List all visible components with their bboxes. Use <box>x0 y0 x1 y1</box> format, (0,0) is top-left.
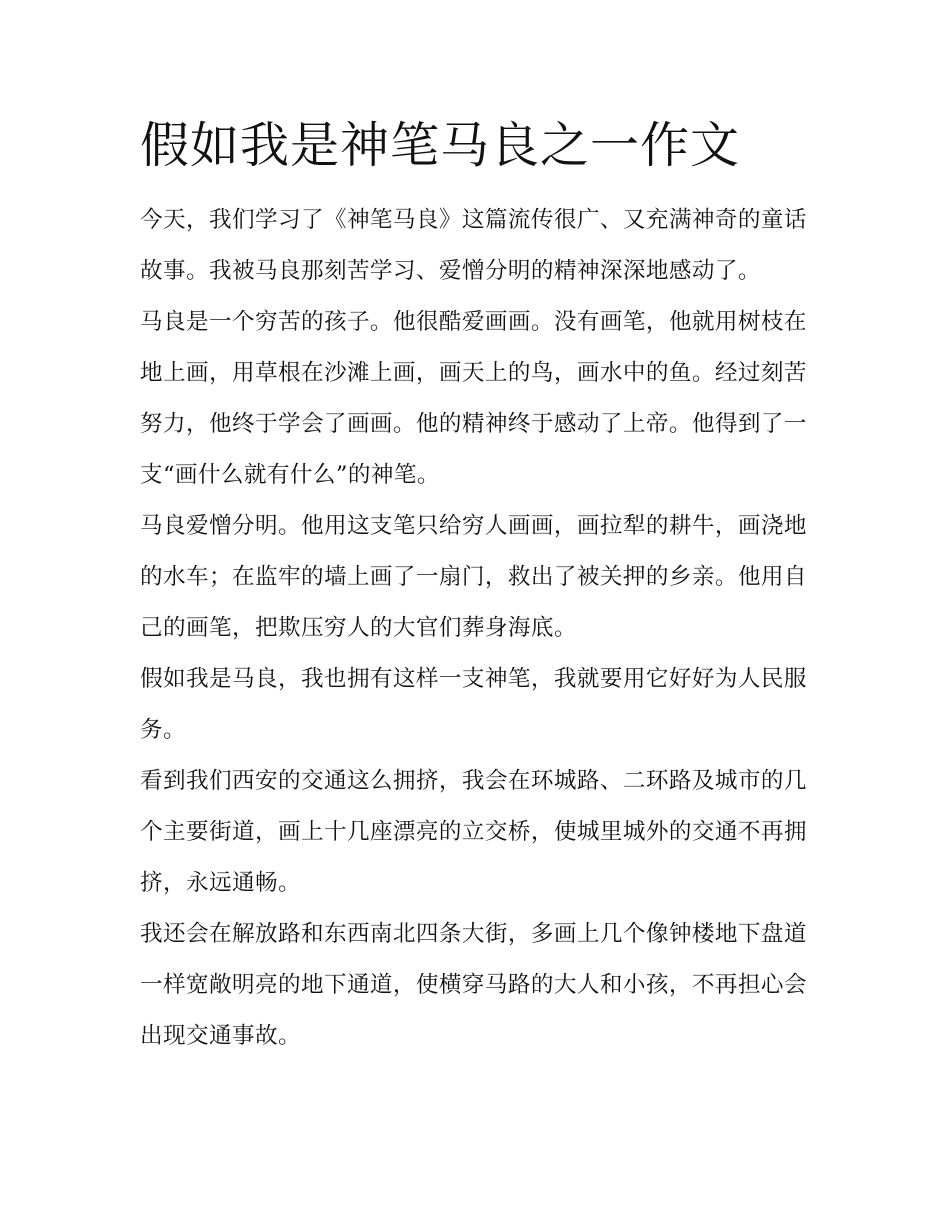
paragraph-2: 马良是一个穷苦的孩子。他很酷爱画画。没有画笔，他就用树枝在地上画，用草根在沙滩上画，画天上的鸟，画水中的鱼。经过刻苦努力，他终于学会了画画。他的精神终于感动了上帝。他得到了一支“画什么就有什么”的神笔。 <box>140 309 807 488</box>
paragraph-1: 今天，我们学习了《神笔马良》这篇流传很广、又充满神奇的童话故事。我被马良那刻苦学习、爱憎分明的精神深深地感动了。 <box>140 207 807 284</box>
paragraph-4: 假如我是马良，我也拥有这样一支神笔，我就要用它好好为人民服务。 <box>140 666 807 743</box>
paragraph-6: 我还会在解放路和东西南北四条大街，多画上几个像钟楼地下盘道一样宽敞明亮的地下通道，使横穿马路的大人和小孩，不再担心会出现交通事故。 <box>140 921 807 1049</box>
paragraph-5: 看到我们西安的交通这么拥挤，我会在环城路、二环路及城市的几个主要街道，画上十几座漂亮的立交桥，使城里城外的交通不再拥挤，永远通畅。 <box>140 768 807 896</box>
document-page <box>140 112 812 1062</box>
paragraph-3: 马良爱憎分明。他用这支笔只给穷人画画，画拉犁的耕牛，画浇地的水车；在监牢的墙上画了一扇门，救出了被关押的乡亲。他用自己的画笔，把欺压穷人的大官们葬身海底。 <box>140 513 807 641</box>
document-title: 假如我是神笔马良之一作文 <box>140 117 741 174</box>
